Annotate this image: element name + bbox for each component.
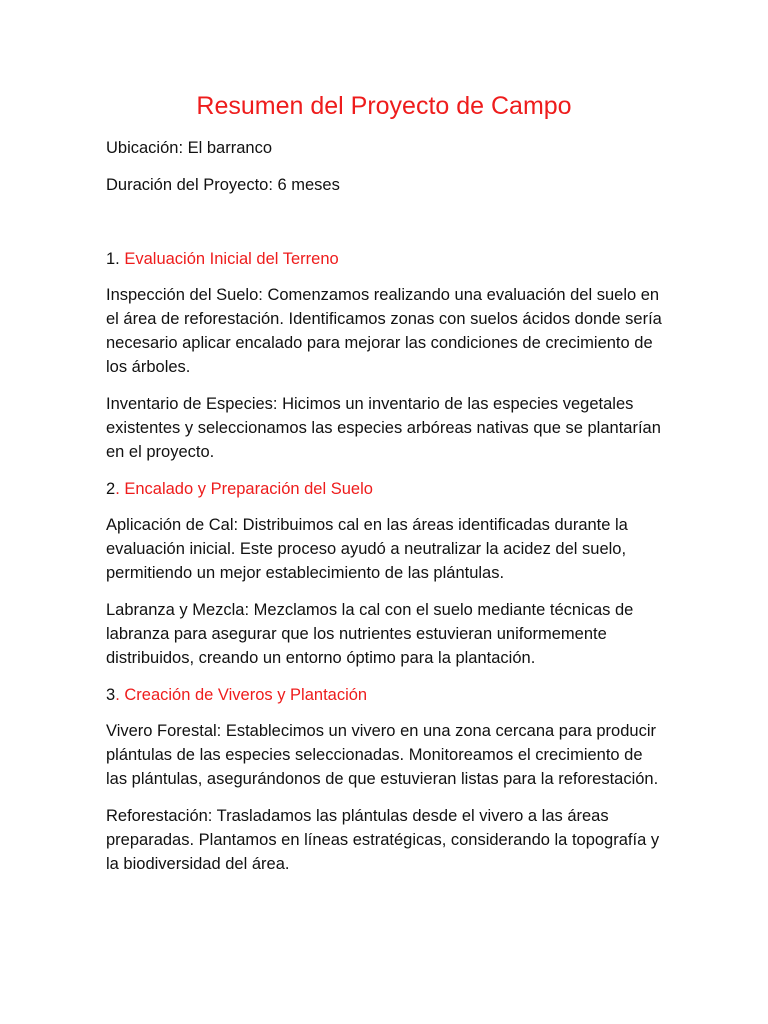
section-heading-3	[106, 683, 662, 707]
location-line: Ubicación: El barranco	[106, 139, 272, 157]
paragraph-soil-inspection: Inspección del Suelo: Comenzamos realizando una evaluación del suelo en el área de reforestación. Identificamos zonas con suelos ácidos donde sería necesario aplicar encalado para mejorar las condiciones de crecimiento de los árboles.	[106, 286, 662, 376]
paragraph-forest-nursery: Vivero Forestal: Establecimos un vivero en una zona cercana para producir plántulas de las especies seleccionadas. Monitoreamos el crecimiento de las plántulas, asegurándonos de que estuvieran listas para la reforestación.	[106, 722, 659, 788]
section-number: 3	[106, 686, 116, 704]
section-number: 2	[106, 480, 116, 498]
page-title: Resumen del Proyecto de Campo	[196, 92, 572, 120]
duration-line: Duración del Proyecto: 6 meses	[106, 176, 340, 194]
spacer	[106, 210, 662, 247]
document-page	[106, 88, 662, 889]
paragraph-tillage-mixing: Labranza y Mezcla: Mezclamos la cal con el suelo mediante técnicas de labranza para asegurar que los nutrientes estuvieran uniformemente distribuidos, creando un entorno óptimo para la plantación.	[106, 601, 634, 667]
section-title: Evaluación Inicial del Terreno	[119, 250, 339, 268]
section-title: . Encalado y Preparación del Suelo	[115, 480, 373, 498]
paragraph-species-inventory: Inventario de Especies: Hicimos un inventario de las especies vegetales existentes y seleccionamos las especies arbóreas nativas que se plantarían en el proyecto.	[106, 395, 661, 461]
section-heading-2	[106, 477, 662, 501]
section-number: 1.	[106, 250, 120, 268]
paragraph-reforestation: Reforestación: Trasladamos las plántulas desde el vivero a las áreas preparadas. Plantamos en líneas estratégicas, considerando la topografía y la biodiversidad del área.	[106, 807, 660, 873]
paragraph-lime-application: Aplicación de Cal: Distribuimos cal en las áreas identificadas durante la evaluación inicial. Este proceso ayudó a neutralizar la acidez del suelo, permitiendo un mejor establecimiento de las plántulas.	[106, 516, 628, 582]
section-heading-1	[106, 247, 662, 271]
section-title: . Creación de Viveros y Plantación	[115, 686, 368, 704]
